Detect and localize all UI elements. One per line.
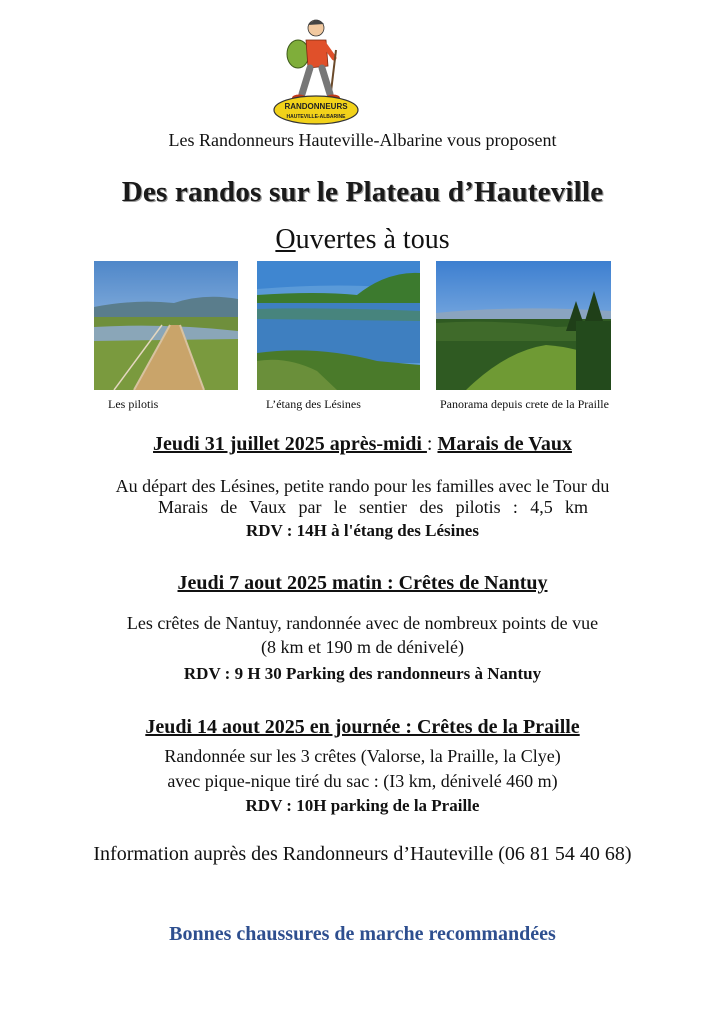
event-title-text: Jeudi 7 aout 2025 matin : Crêtes de Nantuy [177,572,548,594]
contact-info: Information auprès des Randonneurs d’Hauteville (06 81 54 40 68) [93,843,632,865]
event-description: avec pique-nique tiré du sac : (I3 km, dénivelé 460 m) [167,771,558,791]
page-subtitle [0,224,725,256]
footer-note: Bonnes chaussures de marche recommandées [169,923,556,945]
event-meeting-point: RDV : 14H à l'étang des Lésines [246,521,479,540]
event-meeting-point: RDV : 9 H 30 Parking des randonneurs à Nantuy [183,664,542,683]
subtitle-first-letter: O [275,224,296,255]
event-description: (8 km et 190 m de dénivelé) [261,637,464,657]
event-title-text: Jeudi 14 aout 2025 en journée : Crêtes de la Praille [145,716,580,738]
hiker-icon [287,20,340,102]
photo-pilotis [94,261,238,390]
photo-etang-lesines [257,261,420,390]
event-meeting-point: RDV : 10H parking de la Praille [245,796,480,815]
event-separator: : [426,433,438,455]
photo-panorama-praille [436,261,611,390]
event-description: Marais de Vaux par le sentier des pilotis : 4,5 km [158,497,588,517]
event-place: Marais de Vaux [437,433,572,455]
event-description: Randonnée sur les 3 crêtes (Valorse, la Praille, la Clye) [164,746,561,766]
event-title-cretes-de-la-praille [0,716,725,739]
logo-line2: HAUTEVILLE-ALBARINE [286,114,346,120]
photo-caption: Panorama depuis crete de la Praille [440,397,609,411]
event-date: Jeudi 31 juillet 2025 après-midi [153,433,427,455]
photo-caption: Les pilotis [108,397,159,411]
logo-line1: RANDONNEURS [284,102,348,111]
event-description: Les crêtes de Nantuy, randonnée avec de nombreux points de vue [126,613,599,633]
subtitle-rest: uvertes à tous [295,224,450,255]
event-title-marais-de-vaux [0,433,725,456]
page-title: Des randos sur le Plateau d’Hauteville [121,176,604,208]
club-logo [268,14,364,130]
intro-text: Les Randonneurs Hauteville-Albarine vous proposent [168,130,557,150]
event-title-cretes-de-nantuy [0,572,725,595]
event-description: Au départ des Lésines, petite rando pour les familles avec le Tour du [115,476,610,496]
photo-caption: L’étang des Lésines [266,397,361,411]
